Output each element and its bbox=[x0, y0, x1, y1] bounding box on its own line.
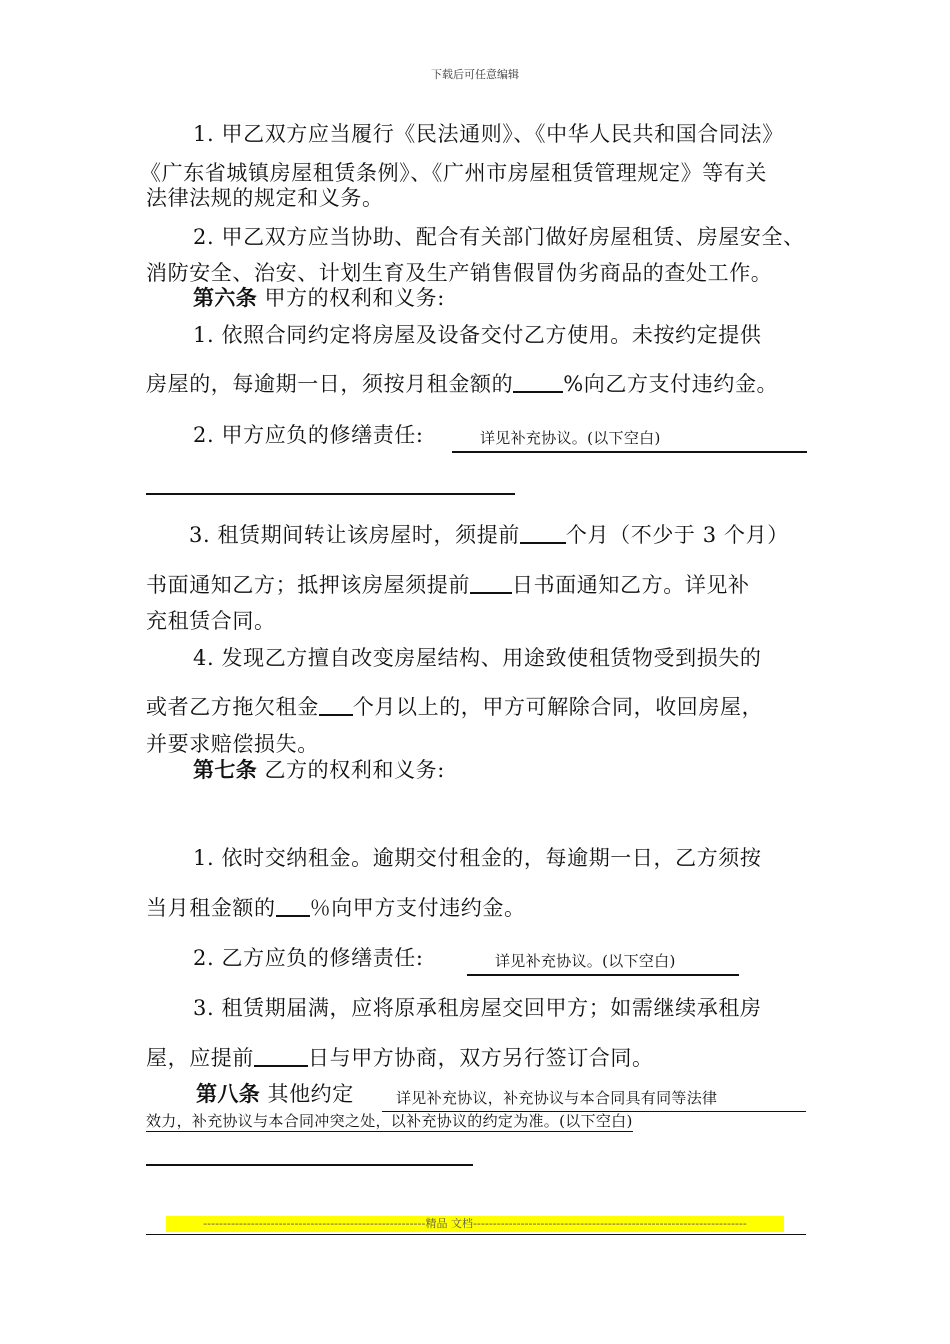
s6-p2-fill: 详见补充协议。(以下空白) bbox=[480, 429, 661, 447]
s8-title: 第八条 bbox=[196, 1082, 261, 1106]
s6-p3-line1 bbox=[189, 522, 789, 548]
s6-heading-line bbox=[193, 285, 445, 311]
footer-rule bbox=[146, 1234, 806, 1235]
s8-fill-line1: 详见补充协议，补充协议与本合同具有同等法律 bbox=[396, 1089, 718, 1107]
s7-p1-line2 bbox=[146, 895, 526, 921]
s6-p3-line2 bbox=[146, 572, 750, 598]
penalty-rate-blank[interactable] bbox=[513, 371, 563, 393]
s6-title: 第六条 bbox=[193, 286, 258, 310]
s6-p1-line2 bbox=[146, 371, 778, 397]
s7-p2-label: 2. 乙方应负的修缮责任: bbox=[193, 946, 424, 970]
s5-p1-line2: 《广东省城镇房屋租赁条例》、《广州市房屋租赁管理规定》等有关 bbox=[140, 161, 767, 185]
s6-p3-text-b: 个月（不少于 3 个月） bbox=[565, 523, 789, 547]
s8-fill-continuation bbox=[146, 1164, 473, 1166]
s6-p3-text-d: 日书面通知乙方。详见补 bbox=[512, 573, 750, 597]
s6-p2-line bbox=[193, 422, 424, 448]
s8-heading: 其他约定 bbox=[267, 1082, 354, 1106]
s7-p3-line2 bbox=[146, 1045, 654, 1071]
s6-p1-text-a: 房屋的，每逾期一日，须按月租金额的 bbox=[146, 372, 514, 396]
s7-p3-line1: 3. 租赁期届满，应将原承租房屋交回甲方；如需继续承租房 bbox=[193, 996, 762, 1020]
s6-p1-text-b: %向乙方支付违约金。 bbox=[563, 372, 779, 396]
s8-fill-line2: 效力，补充协议与本合同冲突之处，以补充协议的约定为准。(以下空白) bbox=[146, 1112, 633, 1130]
s7-title: 第七条 bbox=[193, 758, 258, 782]
s6-p4-line1: 4. 发现乙方擅自改变房屋结构、用途致使租赁物受到损失的 bbox=[193, 646, 762, 670]
s6-heading: 甲方的权利和义务: bbox=[264, 286, 445, 310]
s5-p2-line1: 2. 甲乙双方应当协助、配合有关部门做好房屋租赁、房屋安全、 bbox=[193, 225, 805, 249]
s6-p3-text-a: 3. 租赁期间转让该房屋时，须提前 bbox=[189, 523, 520, 547]
s6-p2-fill-field[interactable] bbox=[452, 425, 807, 453]
s7-p3-text-b: 日与甲方协商，双方另行签订合同。 bbox=[308, 1046, 654, 1070]
s6-p4-text-a: 或者乙方拖欠租金 bbox=[146, 695, 319, 719]
renewal-notice-days-blank[interactable] bbox=[254, 1045, 308, 1067]
transfer-notice-months-blank[interactable] bbox=[520, 522, 566, 544]
mortgage-notice-days-blank[interactable] bbox=[470, 572, 512, 594]
s7-p2-fill-field[interactable] bbox=[467, 948, 739, 976]
s8-heading-line bbox=[196, 1081, 354, 1107]
s5-p1-line1: 1. 甲乙双方应当履行《民法通则》、《中华人民共和国合同法》 bbox=[193, 122, 784, 146]
s7-p1-line1: 1. 依时交纳租金。逾期交付租金的，每逾期一日，乙方须按 bbox=[193, 846, 762, 870]
page-header-note: 下载后可任意编辑 bbox=[431, 68, 519, 81]
s5-p1-line3: 法律法规的规定和义务。 bbox=[146, 186, 384, 210]
s7-heading-line bbox=[193, 757, 445, 783]
s6-p4-line2 bbox=[146, 694, 763, 720]
s6-p3-text-c: 书面通知乙方；抵押该房屋须提前 bbox=[146, 573, 470, 597]
tenant-penalty-rate-blank[interactable] bbox=[276, 895, 310, 917]
s7-p2-fill: 详见补充协议。(以下空白) bbox=[495, 952, 676, 970]
s7-p2-line bbox=[193, 945, 424, 971]
s6-p2-fill-continuation bbox=[146, 493, 515, 495]
s7-p1-text-b: ％向甲方支付违约金。 bbox=[309, 896, 526, 920]
s6-p2-label: 2. 甲方应负的修缮责任: bbox=[193, 423, 424, 447]
footer-banner: --------------------------------------------------------精品 文档--------------------------------------------------------------------- bbox=[166, 1216, 784, 1232]
s8-fill-line2-field[interactable] bbox=[146, 1108, 633, 1134]
s6-p3-line3: 充租赁合同。 bbox=[146, 609, 276, 633]
s5-p2-line2: 消防安全、治安、计划生育及生产销售假冒伪劣商品的查处工作。 bbox=[146, 261, 773, 285]
rent-arrears-months-blank[interactable] bbox=[319, 694, 353, 716]
s7-heading: 乙方的权利和义务: bbox=[264, 758, 445, 782]
s6-p4-text-b: 个月以上的，甲方可解除合同，收回房屋， bbox=[352, 695, 764, 719]
s7-p1-text-a: 当月租金额的 bbox=[146, 896, 276, 920]
s6-p1-line1: 1. 依照合同约定将房屋及设备交付乙方使用。未按约定提供 bbox=[193, 323, 762, 347]
s7-p3-text-a: 屋，应提前 bbox=[146, 1046, 254, 1070]
s6-p4-line3: 并要求赔偿损失。 bbox=[146, 732, 319, 756]
